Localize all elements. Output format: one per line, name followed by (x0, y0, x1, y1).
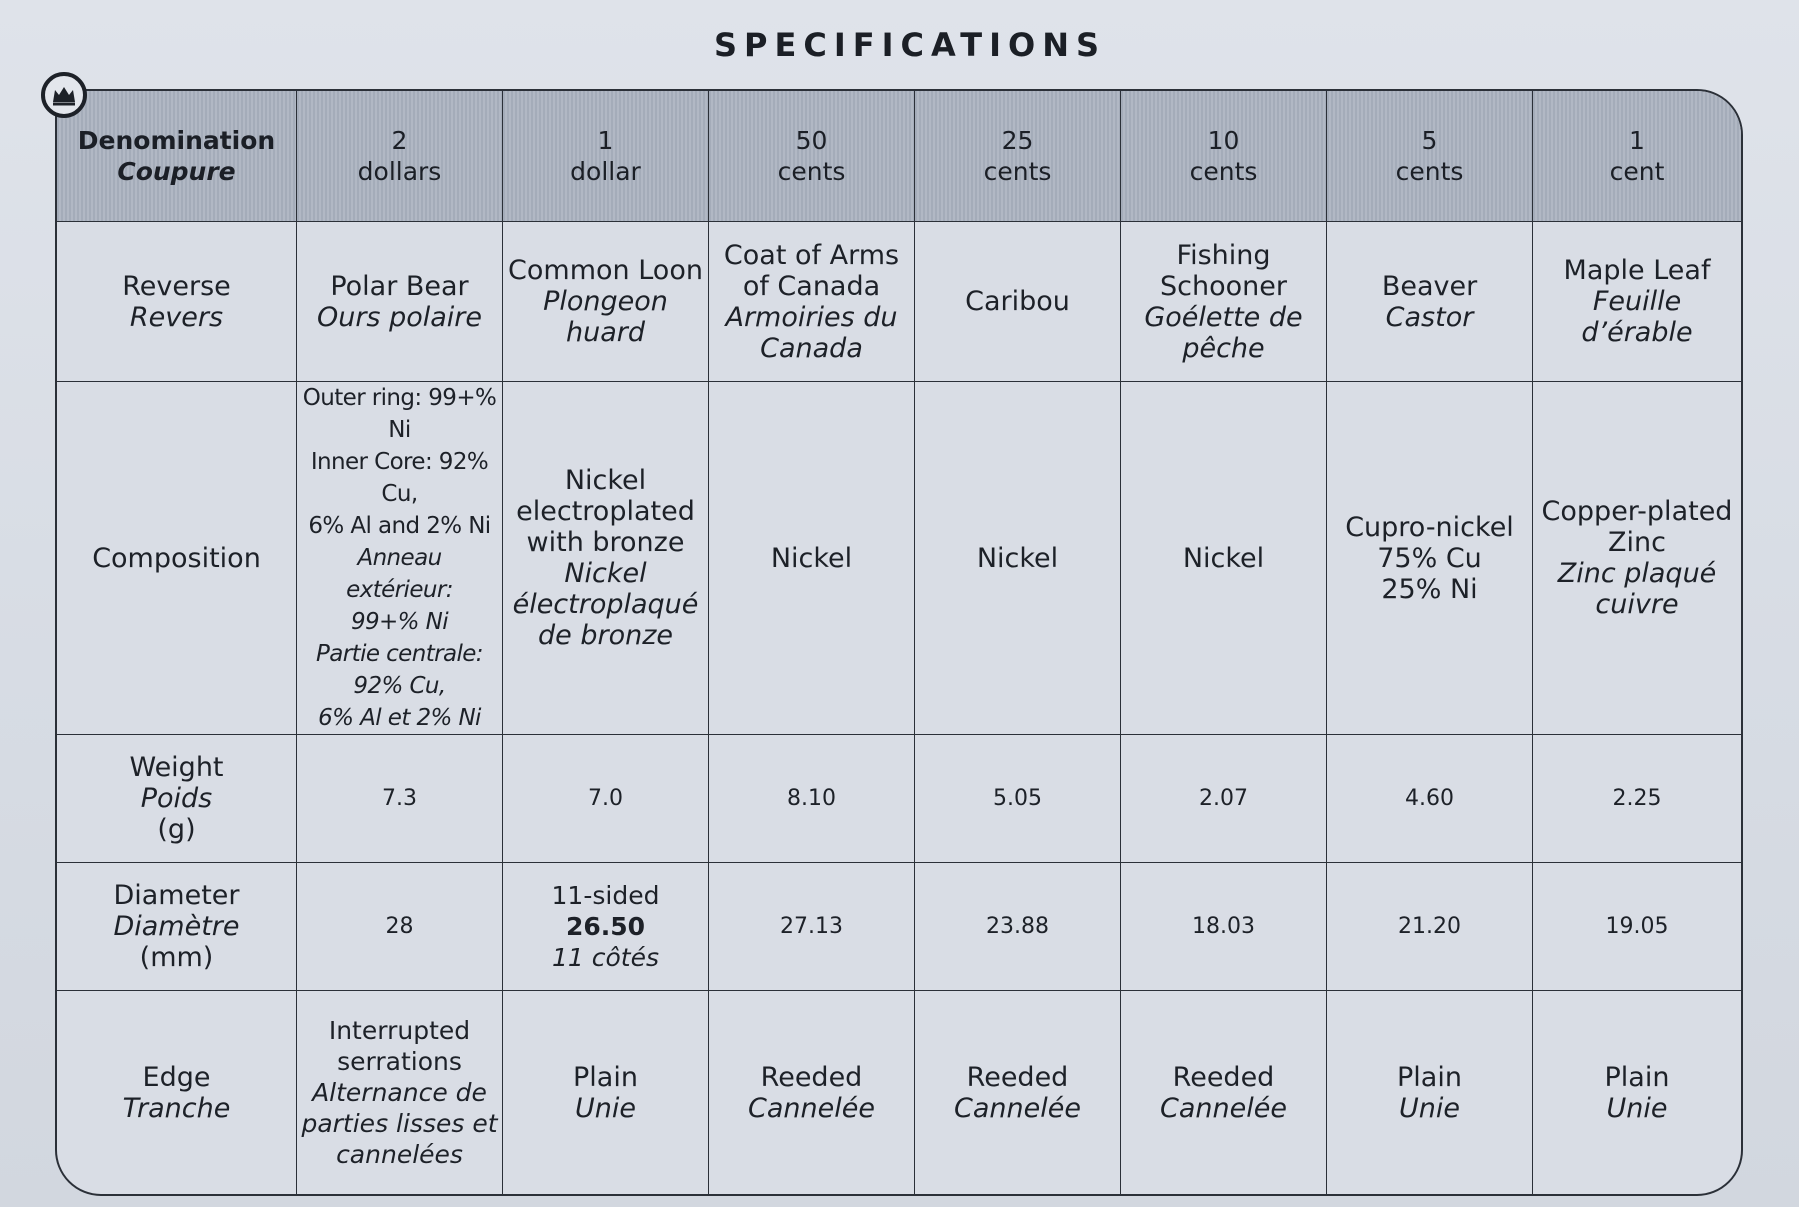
reverse-fr: Goélette de pêche (1144, 301, 1303, 364)
reverse-en: Caribou (965, 286, 1070, 317)
denomination-label-en: Denomination (77, 126, 276, 155)
weight-cell-1-dollar: 7.0 (503, 735, 709, 863)
composition-label-cell (57, 382, 297, 735)
reverse-cell-1-cent (1533, 222, 1741, 382)
denomination-value: 1 (597, 126, 614, 155)
composition-line: Cupro-nickel (1345, 511, 1514, 543)
composition-cell-5-cents (1327, 382, 1533, 735)
edge-fr: Cannelée (748, 1092, 875, 1124)
reverse-label-en: Reverse (122, 270, 231, 302)
composition-cell-2-dollars (297, 382, 503, 735)
composition-line-fr: Anneau extérieur: (346, 545, 453, 603)
edge-label-cell (57, 991, 297, 1194)
composition-en: Copper-plated Zinc (1541, 496, 1733, 558)
reverse-fr: Ours polaire (316, 301, 483, 333)
edge-cell-5-cents (1327, 991, 1533, 1194)
denomination-header-50-cents (709, 91, 915, 222)
reverse-en: Fishing Schooner (1160, 239, 1287, 302)
composition-row (57, 382, 1741, 735)
edge-en: Interrupted serrations (328, 1016, 471, 1076)
reverse-cell-10-cents (1121, 222, 1327, 382)
weight-cell-5-cents: 4.60 (1327, 735, 1533, 863)
composition-line: 6% Al and 2% Ni (308, 513, 491, 539)
edge-en: Plain (1604, 1061, 1670, 1093)
edge-label-en: Edge (142, 1061, 211, 1093)
weight-unit: (g) (157, 814, 196, 845)
reverse-en: Maple Leaf (1563, 255, 1711, 286)
denomination-header-2-dollars (297, 91, 503, 222)
edge-cell-1-cent (1533, 991, 1741, 1194)
edge-en: Reeded (1172, 1061, 1275, 1093)
reverse-en: Coat of Arms of Canada (723, 239, 900, 302)
diameter-cell-25-cents: 23.88 (915, 863, 1121, 991)
reverse-en: Beaver (1381, 270, 1478, 302)
weight-cell-1-cent: 2.25 (1533, 735, 1741, 863)
denomination-label-fr: Coupure (117, 157, 236, 186)
composition-line: Inner Core: 92% Cu, (310, 449, 489, 507)
composition-cell-10-cents (1121, 382, 1327, 735)
composition-fr: Nickel électroplaqué de bronze (512, 558, 699, 651)
denomination-value: 50 (795, 126, 828, 155)
reverse-label-cell (57, 222, 297, 382)
weight-label-fr: Poids (140, 783, 213, 814)
denomination-row (57, 91, 1741, 222)
denomination-unit: cents (983, 157, 1052, 186)
weight-cell-50-cents: 8.10 (709, 735, 915, 863)
denomination-header-5-cents (1327, 91, 1533, 222)
edge-fr: Unie (575, 1092, 636, 1124)
crown-icon (41, 72, 87, 118)
reverse-cell-25-cents (915, 222, 1121, 382)
weight-row (57, 735, 1741, 863)
diameter-cell-5-cents: 21.20 (1327, 863, 1533, 991)
diameter-unit: (mm) (139, 942, 214, 973)
reverse-en: Common Loon (508, 255, 703, 286)
composition-line: 75% Cu (1377, 542, 1482, 574)
composition-line-fr: 92% Cu, (353, 673, 446, 699)
diameter-row (57, 863, 1741, 991)
composition-cell-50-cents (709, 382, 915, 735)
diameter-cell-50-cents: 27.13 (709, 863, 915, 991)
diameter-label-fr: Diamètre (113, 911, 240, 942)
weight-label-cell (57, 735, 297, 863)
edge-en: Plain (1397, 1061, 1462, 1093)
composition-cell-25-cents (915, 382, 1121, 735)
edge-cell-10-cents (1121, 991, 1327, 1194)
edge-label-fr: Tranche (122, 1092, 231, 1124)
diameter-cell-2-dollars: 28 (297, 863, 503, 991)
denomination-header-1-dollar (503, 91, 709, 222)
diameter-line-fr: 11 côtés (551, 943, 659, 972)
composition-en: Nickel (976, 542, 1059, 574)
reverse-fr: Armoiries du Canada (725, 301, 898, 364)
reverse-fr: Feuille d’érable (1581, 286, 1693, 348)
specifications-table (55, 89, 1743, 1196)
reverse-cell-50-cents (709, 222, 915, 382)
denomination-unit: dollars (357, 157, 442, 186)
edge-en: Reeded (966, 1061, 1069, 1093)
edge-cell-50-cents (709, 991, 915, 1194)
denomination-value: 2 (391, 126, 408, 155)
composition-en: Nickel (1182, 542, 1265, 574)
composition-en: Nickel (770, 542, 853, 574)
reverse-cell-1-dollar (503, 222, 709, 382)
denomination-value: 1 (1629, 126, 1645, 155)
composition-fr: Zinc plaqué cuivre (1557, 558, 1717, 620)
composition-cell-1-dollar (503, 382, 709, 735)
diameter-label-cell (57, 863, 297, 991)
composition-cell-1-cent (1533, 382, 1741, 735)
composition-line-fr: 99+% Ni (350, 609, 449, 635)
edge-cell-2-dollars (297, 991, 503, 1194)
composition-line-fr: 6% Al et 2% Ni (318, 705, 481, 731)
diameter-cell-1-dollar (503, 863, 709, 991)
reverse-cell-5-cents (1327, 222, 1533, 382)
diameter-cell-1-cent: 19.05 (1533, 863, 1741, 991)
edge-fr: Cannelée (954, 1092, 1081, 1124)
denomination-value: 10 (1207, 126, 1240, 155)
weight-cell-25-cents: 5.05 (915, 735, 1121, 863)
weight-label-en: Weight (129, 752, 224, 783)
edge-cell-1-dollar (503, 991, 709, 1194)
edge-fr: Unie (1399, 1092, 1460, 1124)
diameter-label-en: Diameter (113, 880, 240, 911)
diameter-line: 11-sided (551, 881, 660, 910)
denomination-value: 25 (1001, 126, 1034, 155)
composition-label-en: Composition (92, 542, 261, 574)
denomination-unit: cents (1395, 157, 1464, 186)
edge-en: Plain (573, 1061, 638, 1093)
composition-line: Outer ring: 99+% Ni (302, 385, 497, 443)
edge-cell-25-cents (915, 991, 1121, 1194)
reverse-fr: Plongeon huard (543, 286, 668, 348)
reverse-row (57, 222, 1741, 382)
reverse-en: Polar Bear (330, 270, 469, 302)
composition-line-fr: Partie centrale: (316, 641, 483, 667)
denomination-unit: cent (1609, 157, 1665, 186)
denomination-header-1-cent (1533, 91, 1741, 222)
diameter-line: 26.50 (565, 912, 646, 941)
reverse-fr: Castor (1385, 301, 1474, 333)
denomination-unit: cents (1189, 157, 1258, 186)
reverse-label-fr: Revers (129, 301, 224, 333)
edge-en: Reeded (760, 1061, 863, 1093)
edge-fr: Alternance de parties lisses et cannelées (301, 1078, 498, 1169)
edge-fr: Unie (1606, 1092, 1668, 1124)
composition-line: 25% Ni (1381, 573, 1478, 605)
reverse-cell-2-dollars (297, 222, 503, 382)
denomination-header-25-cents (915, 91, 1121, 222)
page-title: SPECIFICATIONS (713, 26, 1107, 64)
diameter-cell-10-cents: 18.03 (1121, 863, 1327, 991)
denomination-unit: dollar (570, 157, 641, 186)
weight-cell-10-cents: 2.07 (1121, 735, 1327, 863)
edge-row (57, 991, 1741, 1194)
denomination-value: 5 (1421, 126, 1438, 155)
weight-cell-2-dollars: 7.3 (297, 735, 503, 863)
denomination-label-cell (57, 91, 297, 222)
denomination-header-10-cents (1121, 91, 1327, 222)
denomination-unit: cents (777, 157, 846, 186)
composition-en: Nickel electroplated with bronze (516, 465, 695, 558)
edge-fr: Cannelée (1160, 1092, 1287, 1124)
